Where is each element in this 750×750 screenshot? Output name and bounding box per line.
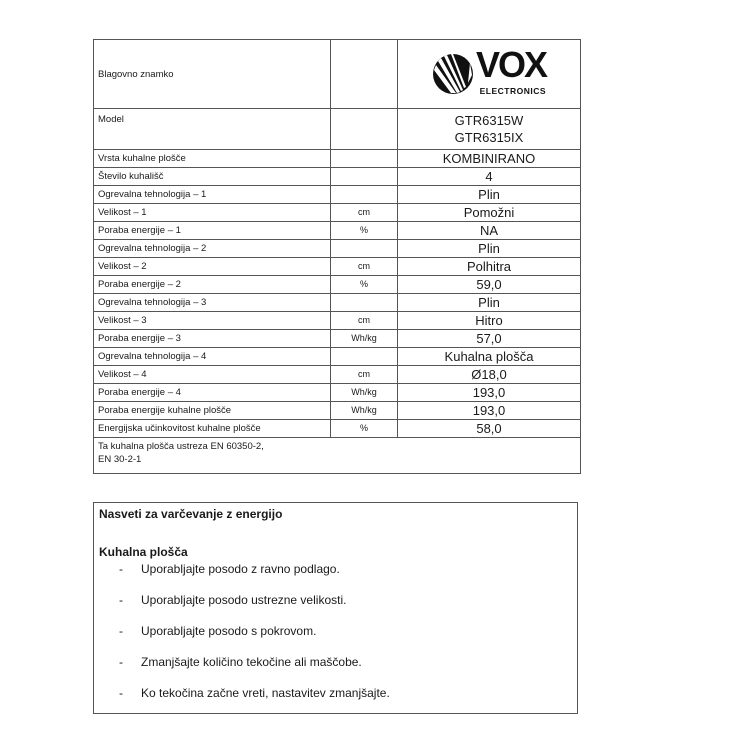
spec-value: 193,0: [398, 402, 581, 420]
spec-label: Ogrevalna tehnologija – 3: [94, 294, 331, 312]
note-line-2: EN 30-2-1: [98, 454, 142, 465]
spec-row: [94, 168, 581, 186]
spec-label: Poraba energije kuhalne plošče: [94, 402, 331, 420]
spec-label: Velikost – 3: [94, 312, 331, 330]
model-row: [94, 109, 581, 150]
tip-item: [119, 623, 572, 654]
spec-row: [94, 150, 581, 168]
spec-unit: [331, 186, 398, 204]
model-unit: [331, 109, 398, 150]
spec-unit: [331, 168, 398, 186]
tip-item: [119, 561, 572, 592]
spec-unit: [331, 294, 398, 312]
spec-unit: [331, 348, 398, 366]
tips-subtitle: Kuhalna plošča: [99, 545, 188, 559]
tips-list: [99, 561, 572, 716]
spec-value: Plin: [398, 294, 581, 312]
spec-value: Hitro: [398, 312, 581, 330]
vox-logo: [402, 44, 576, 100]
spec-value: NA: [398, 222, 581, 240]
spec-value: 193,0: [398, 384, 581, 402]
spec-label: Velikost – 2: [94, 258, 331, 276]
brand-logo-cell: [398, 40, 581, 109]
model-value-2: GTR6315IX: [454, 130, 524, 145]
spec-row: [94, 294, 581, 312]
spec-label: Velikost – 4: [94, 366, 331, 384]
spec-label: Ogrevalna tehnologija – 1: [94, 186, 331, 204]
spec-value: Polhitra: [398, 258, 581, 276]
tip-item: [119, 654, 572, 685]
spec-unit: [331, 150, 398, 168]
spec-value: Plin: [398, 186, 581, 204]
spec-value: Kuhalna plošča: [398, 348, 581, 366]
model-values: [398, 109, 581, 150]
spec-row: [94, 276, 581, 294]
tip-item: [119, 592, 572, 623]
note-row: [94, 438, 581, 474]
spec-unit: [331, 240, 398, 258]
spec-label: Vrsta kuhalne plošče: [94, 150, 331, 168]
spec-label: Ogrevalna tehnologija – 4: [94, 348, 331, 366]
spec-row: [94, 402, 581, 420]
model-label: Model: [94, 109, 331, 150]
spec-unit: Wh/kg: [331, 402, 398, 420]
brand-unit: [331, 40, 398, 109]
spec-unit: %: [331, 420, 398, 438]
tip-item: [119, 685, 572, 716]
spec-label: Velikost – 1: [94, 204, 331, 222]
brand-label: Blagovno znamko: [94, 40, 331, 109]
tip-text: Uporabljajte posodo z ravno podlago.: [141, 562, 340, 576]
spec-value: 57,0: [398, 330, 581, 348]
spec-unit: cm: [331, 258, 398, 276]
tip-text: Uporabljajte posodo ustrezne velikosti.: [141, 593, 347, 607]
spec-label: Število kuhališč: [94, 168, 331, 186]
note-line-1: Ta kuhalna plošča ustreza EN 60350-2,: [98, 441, 264, 452]
dash-bullet: -: [119, 624, 123, 638]
model-value-1: GTR6315W: [454, 113, 524, 128]
tip-text: Uporabljajte posodo s pokrovom.: [141, 624, 317, 638]
spec-value: KOMBINIRANO: [398, 150, 581, 168]
dash-bullet: -: [119, 686, 123, 700]
spec-row: [94, 348, 581, 366]
logo-sub: ELECTRONICS: [479, 86, 547, 96]
tip-text: Ko tekočina začne vreti, nastavitev zmanjšajte.: [141, 686, 390, 700]
spec-value: Ø18,0: [398, 366, 581, 384]
spec-label: Energijska učinkovitost kuhalne plošče: [94, 420, 331, 438]
tip-text: Zmanjšajte količino tekočine ali maščobe.: [141, 655, 362, 669]
spec-row: [94, 312, 581, 330]
logo-word: VOX: [475, 44, 547, 85]
spec-unit: cm: [331, 366, 398, 384]
spec-row: [94, 384, 581, 402]
spec-row: [94, 186, 581, 204]
spec-label: Poraba energije – 3: [94, 330, 331, 348]
spec-value: Plin: [398, 240, 581, 258]
spec-value: 59,0: [398, 276, 581, 294]
spec-value: Pomožni: [398, 204, 581, 222]
spec-row: [94, 222, 581, 240]
spec-unit: %: [331, 276, 398, 294]
spec-row: [94, 366, 581, 384]
spec-row: [94, 204, 581, 222]
spec-label: Poraba energije – 2: [94, 276, 331, 294]
spec-unit: cm: [331, 312, 398, 330]
energy-tips-box: [93, 502, 578, 714]
vox-globe-icon: [432, 53, 474, 95]
spec-row: [94, 420, 581, 438]
spec-unit: Wh/kg: [331, 384, 398, 402]
dash-bullet: -: [119, 562, 123, 576]
spec-value: 4: [398, 168, 581, 186]
spec-unit: Wh/kg: [331, 330, 398, 348]
spec-row: [94, 258, 581, 276]
spec-label: Poraba energije – 1: [94, 222, 331, 240]
dash-bullet: -: [119, 655, 123, 669]
spec-unit: cm: [331, 204, 398, 222]
spec-value: 58,0: [398, 420, 581, 438]
standards-note: [94, 438, 581, 474]
spec-label: Ogrevalna tehnologija – 2: [94, 240, 331, 258]
spec-table: [93, 39, 581, 474]
spec-unit: %: [331, 222, 398, 240]
spec-label: Poraba energije – 4: [94, 384, 331, 402]
spec-row: [94, 240, 581, 258]
brand-row: [94, 40, 581, 109]
dash-bullet: -: [119, 593, 123, 607]
spec-row: [94, 330, 581, 348]
tips-title: Nasveti za varčevanje z energijo: [99, 507, 283, 521]
